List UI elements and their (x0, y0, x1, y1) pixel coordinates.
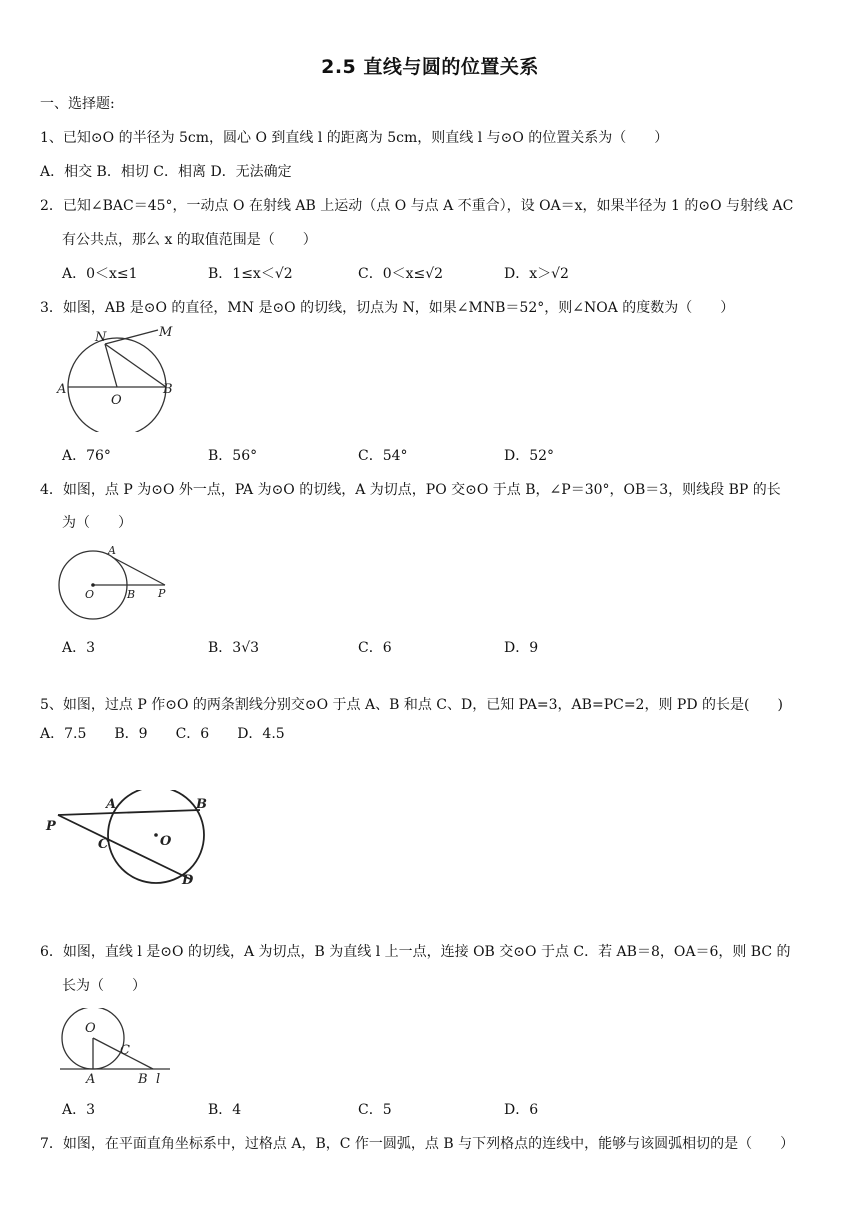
question-2-option-c: C．0＜x≤√2 (358, 266, 444, 282)
q3-label-o: O (111, 393, 122, 408)
question-2-option-b: B．1≤x＜√2 (208, 266, 293, 282)
question-6-figure (55, 1008, 175, 1088)
question-4-text: 4．如图，点 P 为⊙O 外一点，PA 为⊙O 的切线，A 为切点，PO 交⊙O 于点 B，∠P＝30°，OB＝3，则线段 BP 的长 (40, 482, 781, 498)
q6-label-b: B (138, 1072, 148, 1087)
q5-label-o: O (160, 834, 172, 849)
question-6-option-c: C．5 (358, 1102, 392, 1118)
q3-label-m: M (159, 325, 173, 340)
question-4-option-b: B．3√3 (208, 640, 260, 656)
q5-center-dot (154, 833, 158, 837)
question-3-option-d: D．52° (504, 448, 555, 464)
q4-tangent-pa (112, 557, 165, 585)
question-6-text: 6．如图，直线 l 是⊙O 的切线，A 为切点，B 为直线 l 上一点，连接 OB 交⊙O 于点 C．若 AB＝8，OA＝6，则 BC 的 (40, 944, 791, 960)
section-heading: 一、选择题: (40, 96, 115, 112)
q6-label-c: C (120, 1043, 130, 1058)
q5-label-d: D (182, 873, 194, 888)
question-3-figure (55, 322, 190, 432)
q4-label-b: B (127, 588, 136, 601)
question-4-text-cont: 为（ ） (62, 515, 132, 531)
question-3-option-a: A．76° (62, 448, 111, 464)
question-6-text-cont: 长为（ ） (62, 978, 146, 994)
question-1-options: A．相交 B．相切 C．相离 D．无法确定 (40, 164, 292, 180)
question-5-text: 5、如图，过点 P 作⊙O 的两条割线分别交⊙O 于点 A、B 和点 C、D，已知 PA=3，AB=PC=2，则 PD 的长是( ) (40, 697, 783, 713)
q3-label-b: B (163, 382, 173, 397)
question-4-figure (55, 540, 185, 625)
q5-secant-pab (58, 810, 200, 815)
question-5-options: A．7.5 B．9 C．6 D．4.5 (40, 726, 285, 742)
page-title: 2.5 直线与圆的位置关系 (321, 56, 539, 78)
question-1-text: 1、已知⊙O 的半径为 5cm，圆心 O 到直线 l 的距离为 5cm，则直线 l 与⊙O 的位置关系为（ ） (40, 130, 669, 146)
question-3-text: 3．如图，AB 是⊙O 的直径，MN 是⊙O 的切线，切点为 N，如果∠MNB＝52°，则∠NOA 的度数为（ ） (40, 300, 735, 316)
question-2-option-d: D．x＞√2 (504, 266, 569, 282)
q3-tangent-mn (105, 330, 158, 344)
question-4-option-a: A．3 (62, 640, 96, 656)
q3-label-a: A (57, 382, 67, 397)
question-2-text: 2．已知∠BAC＝45°，一动点 O 在射线 AB 上运动（点 O 与点 A 不重合），设 OA＝x，如果半径为 1 的⊙O 与射线 AC (40, 198, 794, 214)
question-6-option-d: D．6 (504, 1102, 539, 1118)
question-3-option-b: B．56° (208, 448, 258, 464)
question-3-option-c: C．54° (358, 448, 408, 464)
q6-label-o: O (85, 1021, 96, 1036)
q3-label-n: N (95, 330, 107, 345)
q5-label-b: B (196, 797, 207, 812)
question-2-text-cont: 有公共点，那么 x 的取值范围是（ ） (62, 232, 317, 248)
question-2-option-a: A．0＜x≤1 (62, 266, 138, 282)
question-6-option-b: B．4 (208, 1102, 242, 1118)
q4-center-dot (91, 583, 95, 587)
q4-label-o: O (85, 588, 95, 601)
q5-label-a: A (106, 797, 117, 812)
question-4-option-c: C．6 (358, 640, 392, 656)
q6-label-a: A (86, 1072, 96, 1087)
q6-label-l: l (156, 1072, 161, 1087)
q5-label-c: C (98, 837, 109, 852)
question-5-figure (40, 790, 220, 890)
question-4-option-d: D．9 (504, 640, 539, 656)
q3-chord-nb (105, 344, 166, 387)
q4-label-a: A (108, 544, 116, 557)
q5-label-p: P (46, 819, 56, 834)
question-6-option-a: A．3 (62, 1102, 96, 1118)
q4-label-p: P (158, 587, 166, 600)
question-7-text: 7．如图，在平面直角坐标系中，过格点 A，B，C 作一圆弧，点 B 与下列格点的连线中，能够与该圆弧相切的是（ ） (40, 1136, 795, 1152)
